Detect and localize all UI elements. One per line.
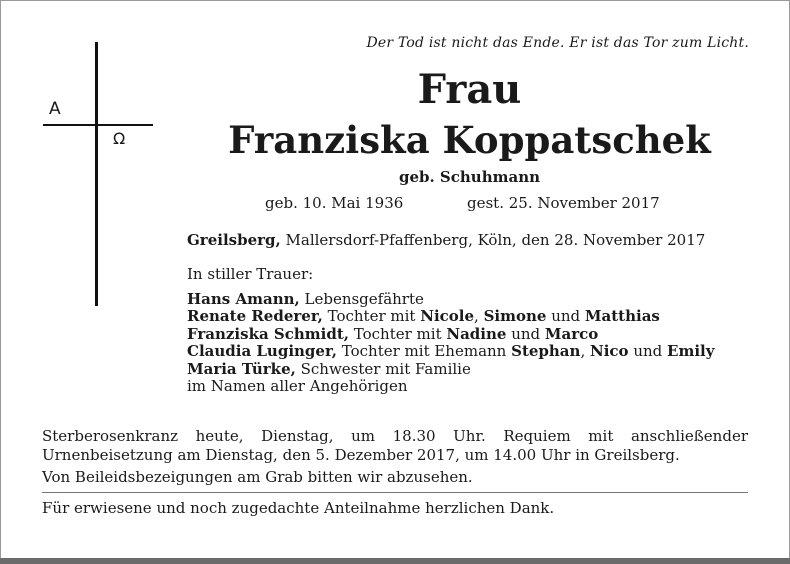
mourner-name: Marco [544, 324, 599, 343]
motto: Der Tod ist nicht das Ende. Er ist das Tor zum Licht. [366, 35, 749, 51]
deceased-name: Franziska Koppatschek [228, 118, 711, 162]
mourner-name: Maria Türke, [187, 359, 296, 378]
mourner-name: Franziska Schmidt, [187, 324, 349, 343]
mourner-lines [187, 291, 757, 379]
condolence-notice: Von Beileidsbezeigungen am Grab bitten wir abzusehen. [42, 468, 473, 486]
mourner-relation: Tochter mit [322, 307, 421, 325]
alpha-icon: A [49, 99, 61, 119]
cross-vertical-bar [95, 42, 98, 306]
mourner-name: Nadine [446, 324, 507, 343]
mourner-name: Claudia Luginger, [187, 342, 337, 360]
mourner-name: Simone [483, 307, 547, 325]
mourner-name: Emily [667, 342, 715, 360]
birth-date: geb. 10. Mai 1936 [265, 194, 404, 212]
mourner-line [187, 343, 757, 361]
mourner-relation: Tochter mit [349, 324, 447, 343]
mourner-line [187, 308, 757, 326]
mourners-closing: im Namen aller Angehörigen [187, 377, 408, 395]
place-date-line [187, 230, 705, 250]
place-rest: Mallersdorf-Pfaffenberg, Köln, den 28. November 2017 [280, 231, 706, 249]
thanks-line: Für erwiesene und noch zugedachte Anteilnahme herzlichen Dank. [42, 499, 555, 517]
mourner-relation: und [628, 342, 668, 360]
mourner-name: Renate Rederer, [187, 307, 323, 325]
mourner-line [187, 291, 757, 309]
mourner-name: Hans Amann, [187, 289, 300, 308]
omega-icon: Ω [113, 129, 126, 148]
bottom-border [0, 558, 790, 564]
death-date: gest. 25. November 2017 [467, 194, 660, 212]
mourner-relation: und [506, 324, 545, 343]
mourner-relation: , [580, 342, 590, 360]
salutation: Frau [417, 66, 522, 113]
mourner-relation: Tochter mit Ehemann [337, 342, 512, 360]
mourners-intro: In stiller Trauer: [187, 265, 314, 283]
divider [42, 492, 748, 493]
mourner-name: Matthias [584, 307, 660, 325]
maiden-name: geb. Schuhmann [398, 168, 541, 186]
mourner-relation: und [546, 307, 585, 325]
cross-horizontal-bar [43, 124, 153, 126]
mourner-relation: Lebensgefährte [299, 289, 424, 308]
mourner-name: Stephan [511, 342, 581, 360]
mourners-block [187, 266, 757, 396]
mourner-name: Nicole [420, 307, 475, 325]
service-notice: Sterberosenkranz heute, Dienstag, um 18.30 Uhr. Requiem mit anschließender Urnenbeisetzung am Dienstag, den 5. Dezember 2017, um 14.00 Uhr in Greilsberg. [42, 427, 748, 464]
mourner-line [187, 326, 757, 344]
mourner-line [187, 361, 757, 379]
mourner-relation: , [474, 307, 484, 325]
mourner-relation: Schwester mit Familie [295, 359, 471, 378]
mourner-name: Nico [589, 342, 629, 360]
place-name: Greilsberg, [187, 231, 281, 249]
